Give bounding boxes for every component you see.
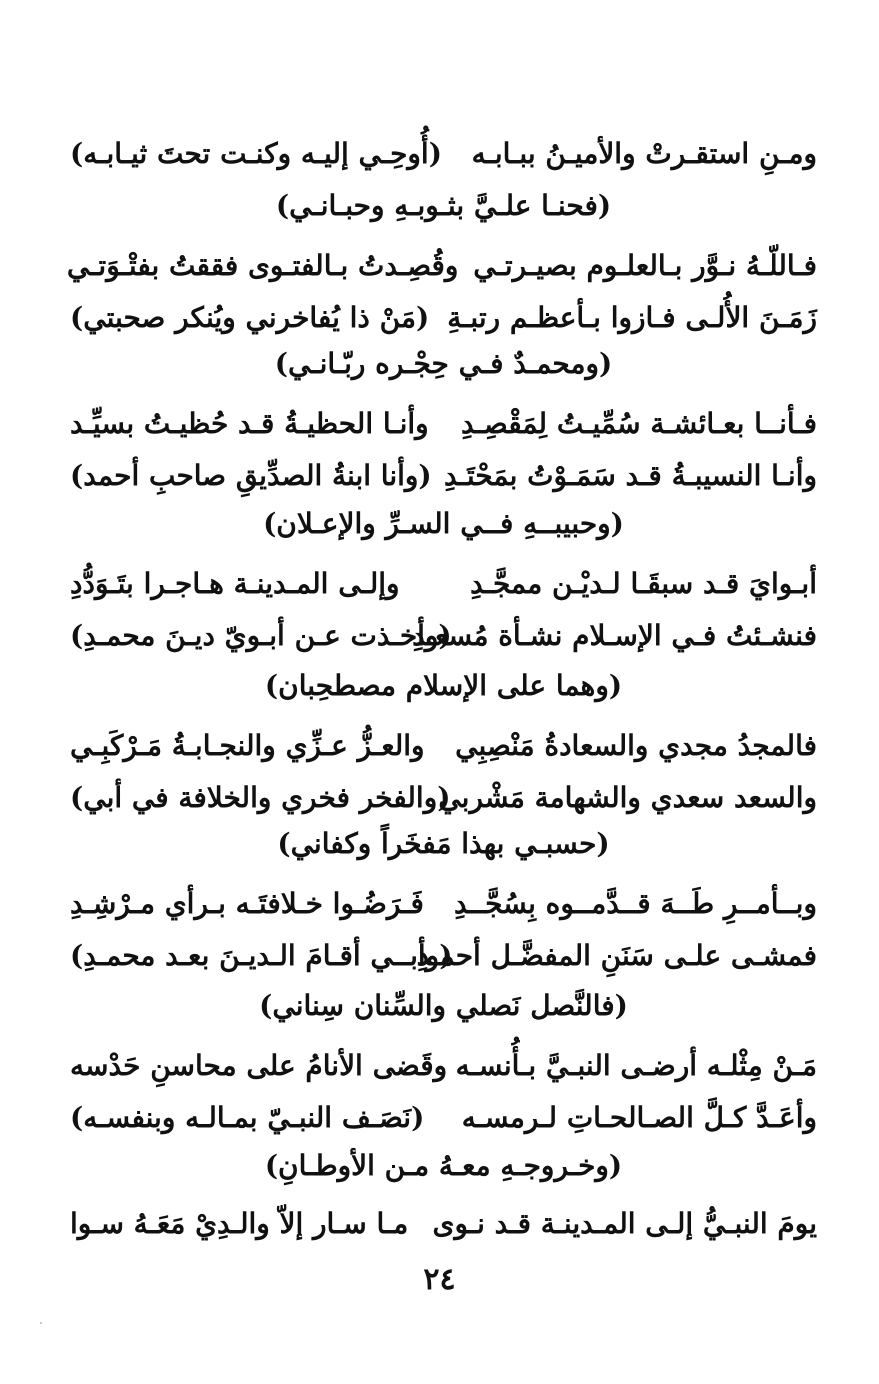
verse-line — [70, 1198, 817, 1250]
refrain-line: (ومحمـدٌ فـي حِجْـره ربّـانـي) — [274, 347, 613, 380]
verse-line — [70, 450, 817, 502]
verse-line — [70, 610, 817, 662]
verse-line — [70, 930, 817, 982]
first-hemistich: فنشـئتُ فـي الإسـلام نشـأة مُسعـدِ — [412, 619, 817, 652]
refrain-line: (وخـروجـهِ معـهُ مـن الأوطـانِ) — [264, 1149, 623, 1182]
verse-line — [70, 292, 817, 344]
verse-line — [70, 720, 817, 772]
refrain-line: (وهما على الإسلام مصطحِبان) — [264, 669, 623, 702]
second-hemistich: (وأخـذت عـن أبـويّ ديـنَ محمـدِ) — [70, 619, 452, 652]
second-hemistich: وأنـا الحظيـةُ قـد حُظيـتُ بسيِّـد — [70, 407, 429, 440]
second-hemistich: (والفخر فخري والخلافة في أبي) — [70, 781, 451, 814]
first-hemistich: والسعد سعدي والشهامة مَشْربي — [438, 781, 817, 814]
second-hemistich: والعـزُّ عـزِّي والنجـابـةُ مَـرْكَبِـي — [70, 729, 425, 762]
second-hemistich: مـا سـار إلاّ والـدِيْ مَعَـهُ سـوا — [70, 1207, 409, 1240]
first-hemistich: فالمجدُ مجدي والسعادةُ مَنْصِبِي — [455, 729, 817, 762]
refrain-line: (فحنـا علـيَّ بثـوبـهِ وحبـانـي) — [275, 189, 612, 222]
second-hemistich: (أُوحِـي إليـه وكنـت تحتَ ثيـابـه) — [70, 137, 442, 170]
first-hemistich: وأنـا النسيبـةُ قـد سَمَـوْتُ بمَحْتَـدِ — [443, 459, 817, 492]
first-hemistich: يومَ النبـيُّ إلـى المـدينـة قـد نـوى — [432, 1207, 817, 1240]
first-hemistich: فمشـى علـى سَنَنِ المفضَّـل أحمـدِ — [416, 939, 817, 972]
second-hemistich: (نَصَـف النبـيّ بمـالـه وبنفسـه) — [70, 1101, 425, 1134]
verse-line — [66, 240, 817, 292]
second-hemistich: (وأبــي أقـامَ الـديـنَ بعـد محمـدِ) — [70, 939, 453, 972]
speck — [40, 1322, 42, 1324]
first-hemistich: ومـنِ استقـرتْ والأميـنُ ببـابـه — [471, 137, 817, 170]
first-hemistich: أبـوايَ قـد سبقَـا لـديْـن ممجَّـدِ — [470, 567, 817, 600]
second-hemistich: فَـرَضُـوا خـلافتَـه بـرأي مـرْشِـدِ — [70, 887, 424, 920]
refrain-line: (حسبـي بهذا مَفخَراً وكفاني) — [277, 827, 610, 860]
refrain-line: (فالنَّصل نَصلي والسِّنان سِناني) — [259, 989, 628, 1022]
second-hemistich: (مَنْ ذا يُفاخرني ويُنكر صحبتي) — [70, 301, 430, 334]
first-hemistich: مَـنْ مِثْلـه أرضـى النبـيَّ بـأُنسـه — [455, 1049, 817, 1082]
second-hemistich: وقُصِـدتُ بـالفتـوى فققتُ بفتْـوَتـي — [66, 249, 459, 282]
verse-line — [70, 558, 817, 610]
verse-line — [70, 878, 817, 930]
first-hemistich: زَمَـنَ الأُلـى فـازوا بـأعظـم رتبـةِ — [447, 301, 817, 334]
second-hemistich: وإلـى المـدينـة هـاجـرا بتَـوَدُّدِ — [70, 567, 400, 600]
verse-line — [70, 1092, 817, 1144]
first-hemistich: وأعَـدَّ كـلَّ الصـالحـاتِ لـرمسـه — [461, 1101, 817, 1134]
second-hemistich: وقَضى الأنامُ على محاسنِ حَدْسه — [70, 1049, 448, 1082]
page-number: ٢٤ — [423, 1262, 456, 1297]
verse-line — [70, 398, 817, 450]
verse-line — [70, 1040, 817, 1092]
verse-line — [70, 772, 817, 824]
refrain-line: (وحبيبــهِ فــي السـرِّ والإعـلان) — [263, 507, 624, 540]
first-hemistich: فـاللّـهُ نـوَّر بـالعلـوم بصيـرتـي — [473, 249, 817, 282]
first-hemistich: وبــأمــرِ طَــهَ قــدَّمــوه بِسُجَّــدِ — [453, 887, 817, 920]
first-hemistich: فـأنــا بعـائشـة سُمِّيـتُ لِمَقْصِـدِ — [461, 407, 817, 440]
second-hemistich: (وأنا ابنةُ الصدِّيقِ صاحبِ أحمد) — [70, 459, 432, 492]
verse-line — [70, 128, 817, 180]
